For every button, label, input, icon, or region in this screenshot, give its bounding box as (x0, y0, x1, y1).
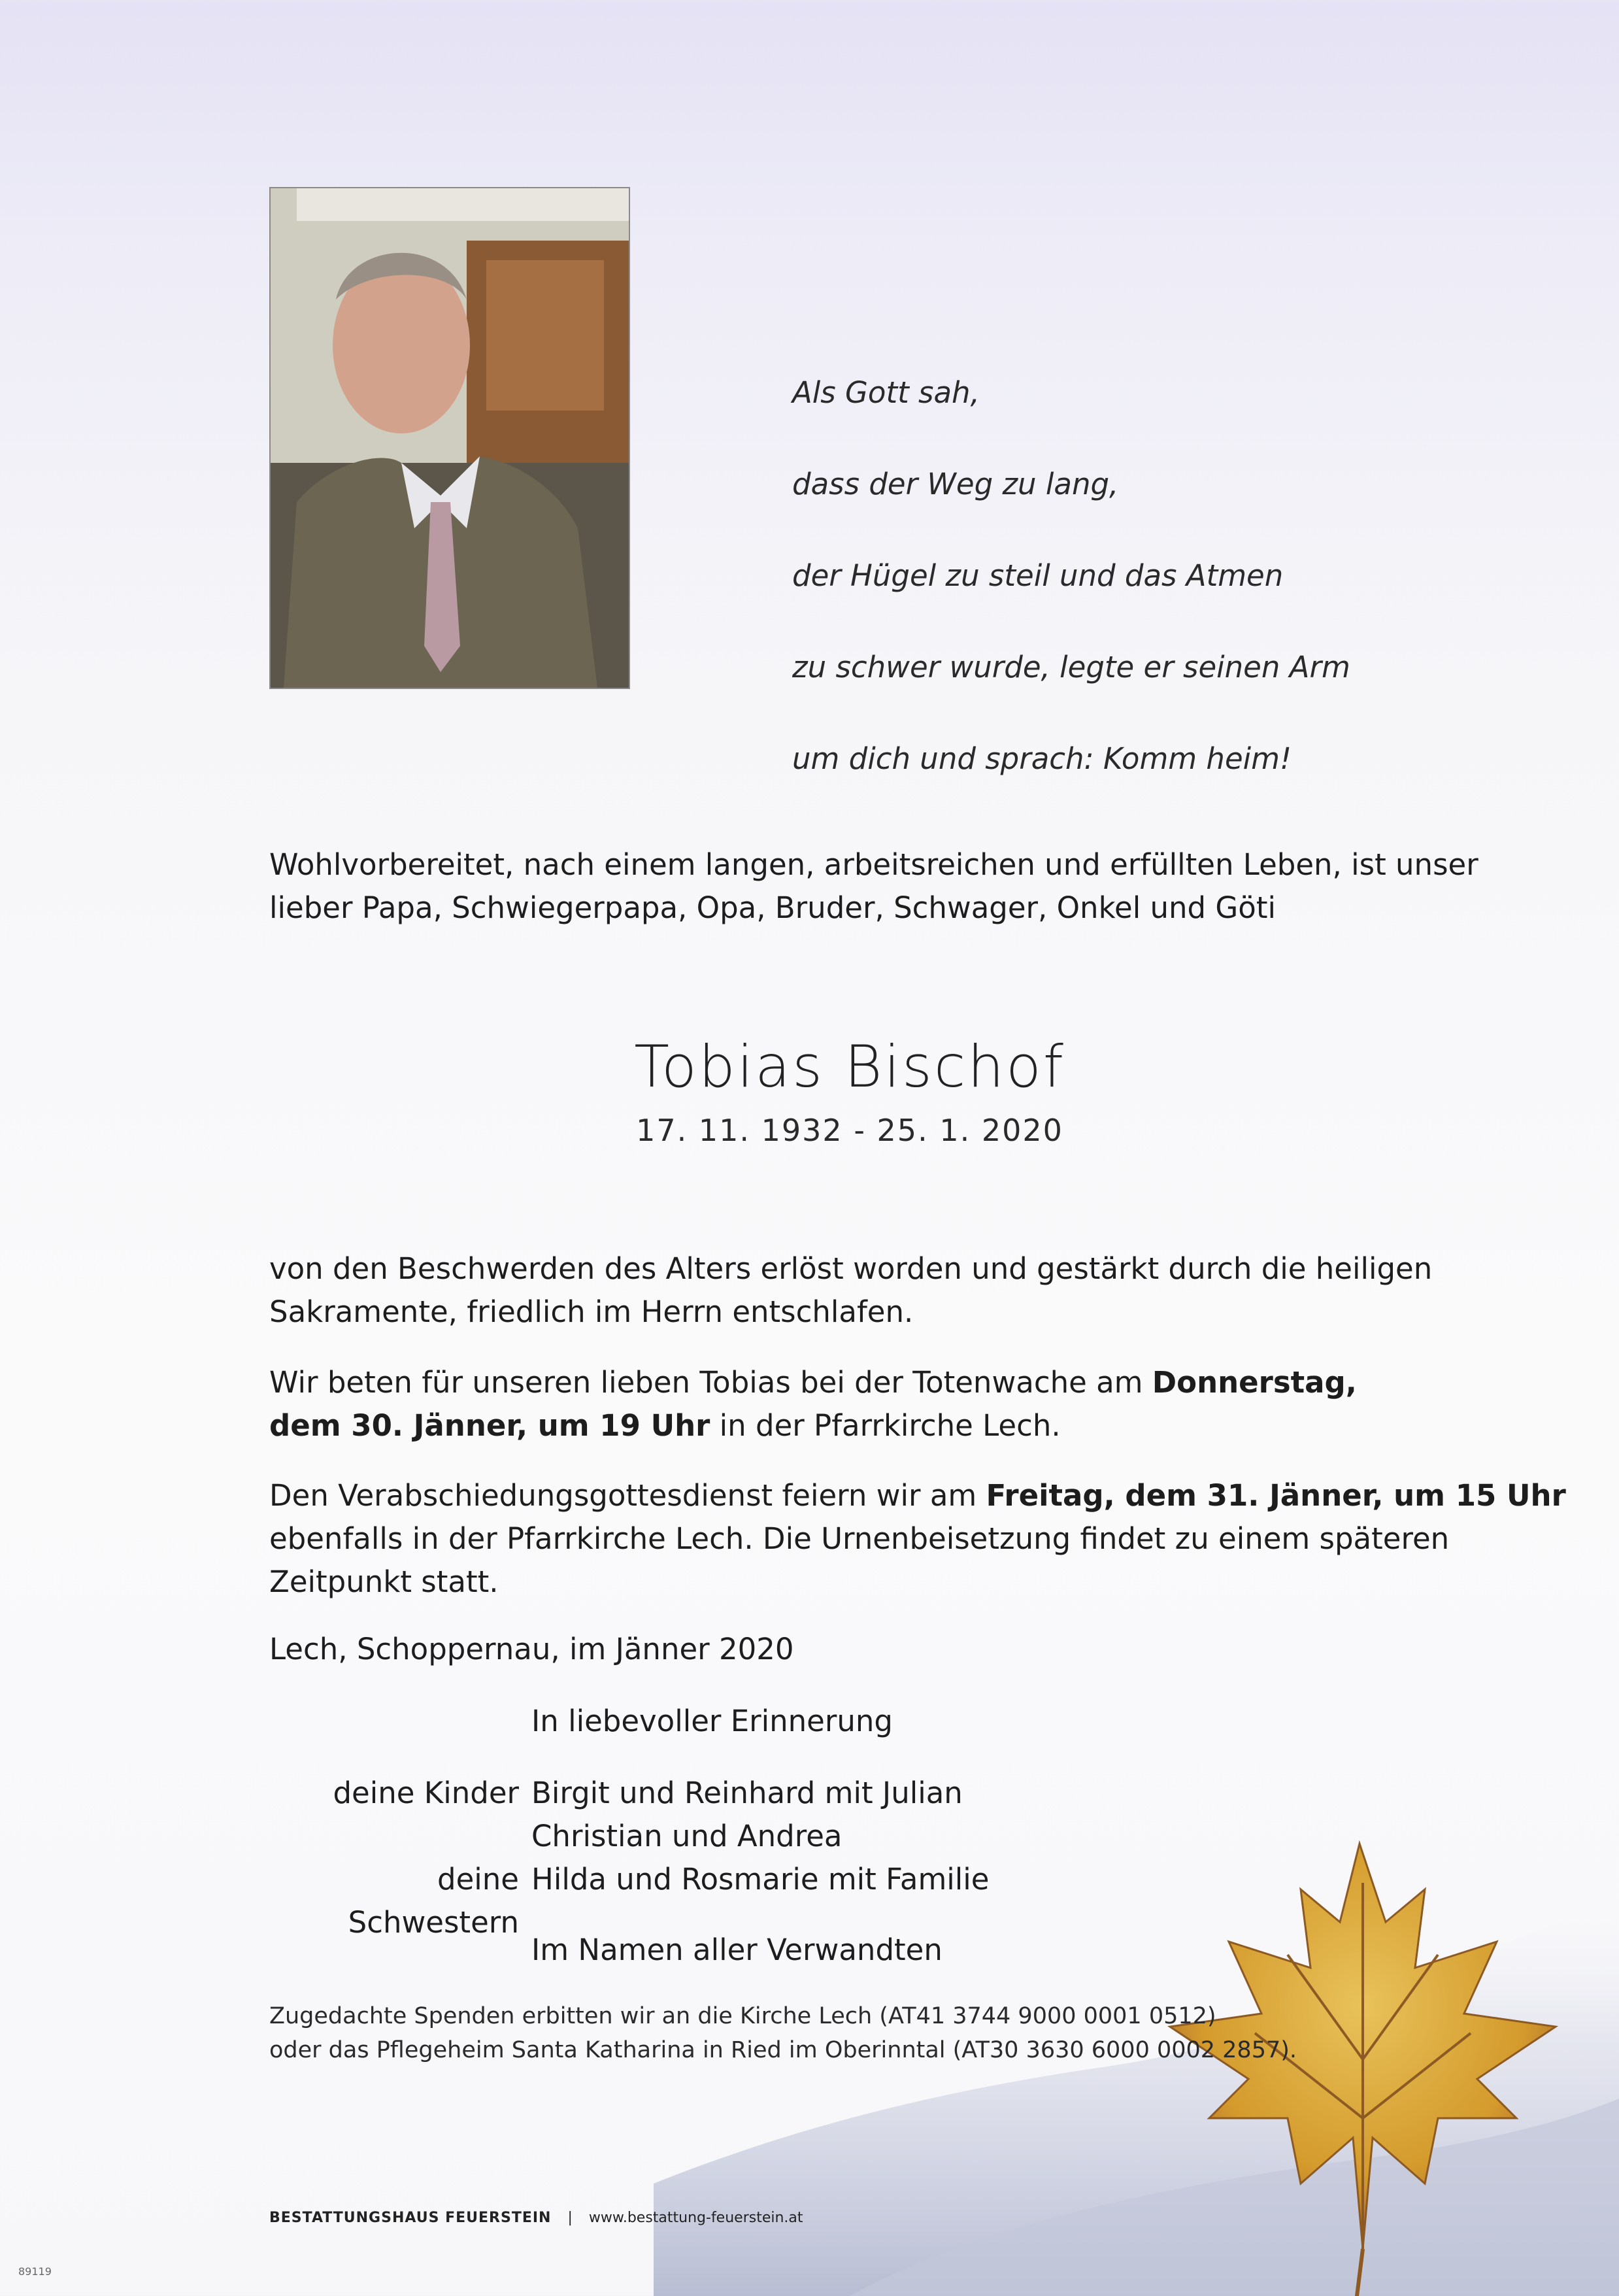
donation-note (269, 1999, 1297, 2067)
intro-line: lieber Papa, Schwiegerpapa, Opa, Bruder, Schwager, Onkel und Göti (269, 890, 1276, 925)
print-code: 89119 (18, 2265, 52, 2278)
wake-text: Wir beten für unseren lieben Tobias bei der Totenwache am (269, 1365, 1152, 1400)
children-names-2: Christian und Andrea (531, 1819, 843, 1853)
paragraph-line: von den Beschwerden des Alters erlöst worden und gestärkt durch die heiligen (269, 1251, 1433, 1286)
sisters-label: deine Schwestern (348, 1862, 519, 1940)
quote-line: dass der Weg zu lang, (792, 467, 1119, 501)
funeral-home-website[interactable]: www.bestattung-feuerstein.at (588, 2210, 803, 2226)
paragraph-line: ebenfalls in der Pfarrkirche Lech. Die Urnenbeisetzung findet zu einem späteren (269, 1521, 1450, 1556)
footer (269, 2210, 803, 2226)
children-names-1: Birgit und Reinhard mit Julian (531, 1776, 963, 1810)
wake-date-time: dem 30. Jänner, um 19 Uhr (269, 1408, 710, 1443)
paragraph-line: Zeitpunkt statt. (269, 1564, 499, 1599)
service-paragraph (269, 1474, 1566, 1604)
service-text: Den Verabschiedungsgottesdienst feiern wir am (269, 1478, 986, 1513)
quote-line: der Hügel zu steil und das Atmen (792, 558, 1284, 593)
deceased-name: Tobias Bischof (634, 1033, 1065, 1100)
children-label: deine Kinder (333, 1776, 519, 1810)
life-dates: 17. 11. 1932 - 25. 1. 2020 (636, 1113, 1063, 1148)
quote-line: zu schwer wurde, legte er seinen Arm (792, 650, 1350, 684)
funeral-home-name: BESTATTUNGSHAUS FEUERSTEIN (269, 2210, 552, 2226)
paragraph-line: Sakramente, friedlich im Herrn entschlafen. (269, 1294, 914, 1329)
quote-line: um dich und sprach: Komm heim! (792, 741, 1292, 776)
sisters-names: Hilda und Rosmarie mit Familie (531, 1862, 990, 1897)
wake-paragraph (269, 1361, 1357, 1447)
intro-line: Wohlvorbereitet, nach einem langen, arbeitsreichen und erfüllten Leben, ist unser (269, 847, 1478, 882)
donation-line: oder das Pflegeheim Santa Katharina in Ried im Oberinntal (AT30 3630 6000 0002 2857). (269, 2037, 1297, 2063)
wake-day: Donnerstag, (1152, 1365, 1357, 1400)
portrait-photo (269, 187, 630, 689)
donation-line: Zugedachte Spenden erbitten wir an die Kirche Lech (AT41 3744 9000 0001 0512) (269, 2003, 1216, 2029)
signature-closing: Im Namen aller Verwandten (531, 1933, 943, 1967)
quote-line: Als Gott sah, (792, 375, 980, 410)
wake-location: in der Pfarrkirche Lech. (710, 1408, 1061, 1443)
paragraph-line (269, 1361, 1357, 1404)
footer-separator: | (567, 2210, 573, 2226)
memorial-quote (792, 324, 1350, 828)
service-date-time: Freitag, dem 31. Jänner, um 15 Uhr (986, 1478, 1566, 1513)
intro-text (269, 843, 1478, 930)
paragraph-line (269, 1474, 1566, 1517)
portrait-illustration (271, 188, 629, 688)
signature-heading: In liebevoller Erinnerung (531, 1704, 893, 1738)
passing-paragraph (269, 1247, 1432, 1334)
paragraph-line (269, 1404, 1357, 1447)
place-date: Lech, Schoppernau, im Jänner 2020 (269, 1632, 794, 1666)
